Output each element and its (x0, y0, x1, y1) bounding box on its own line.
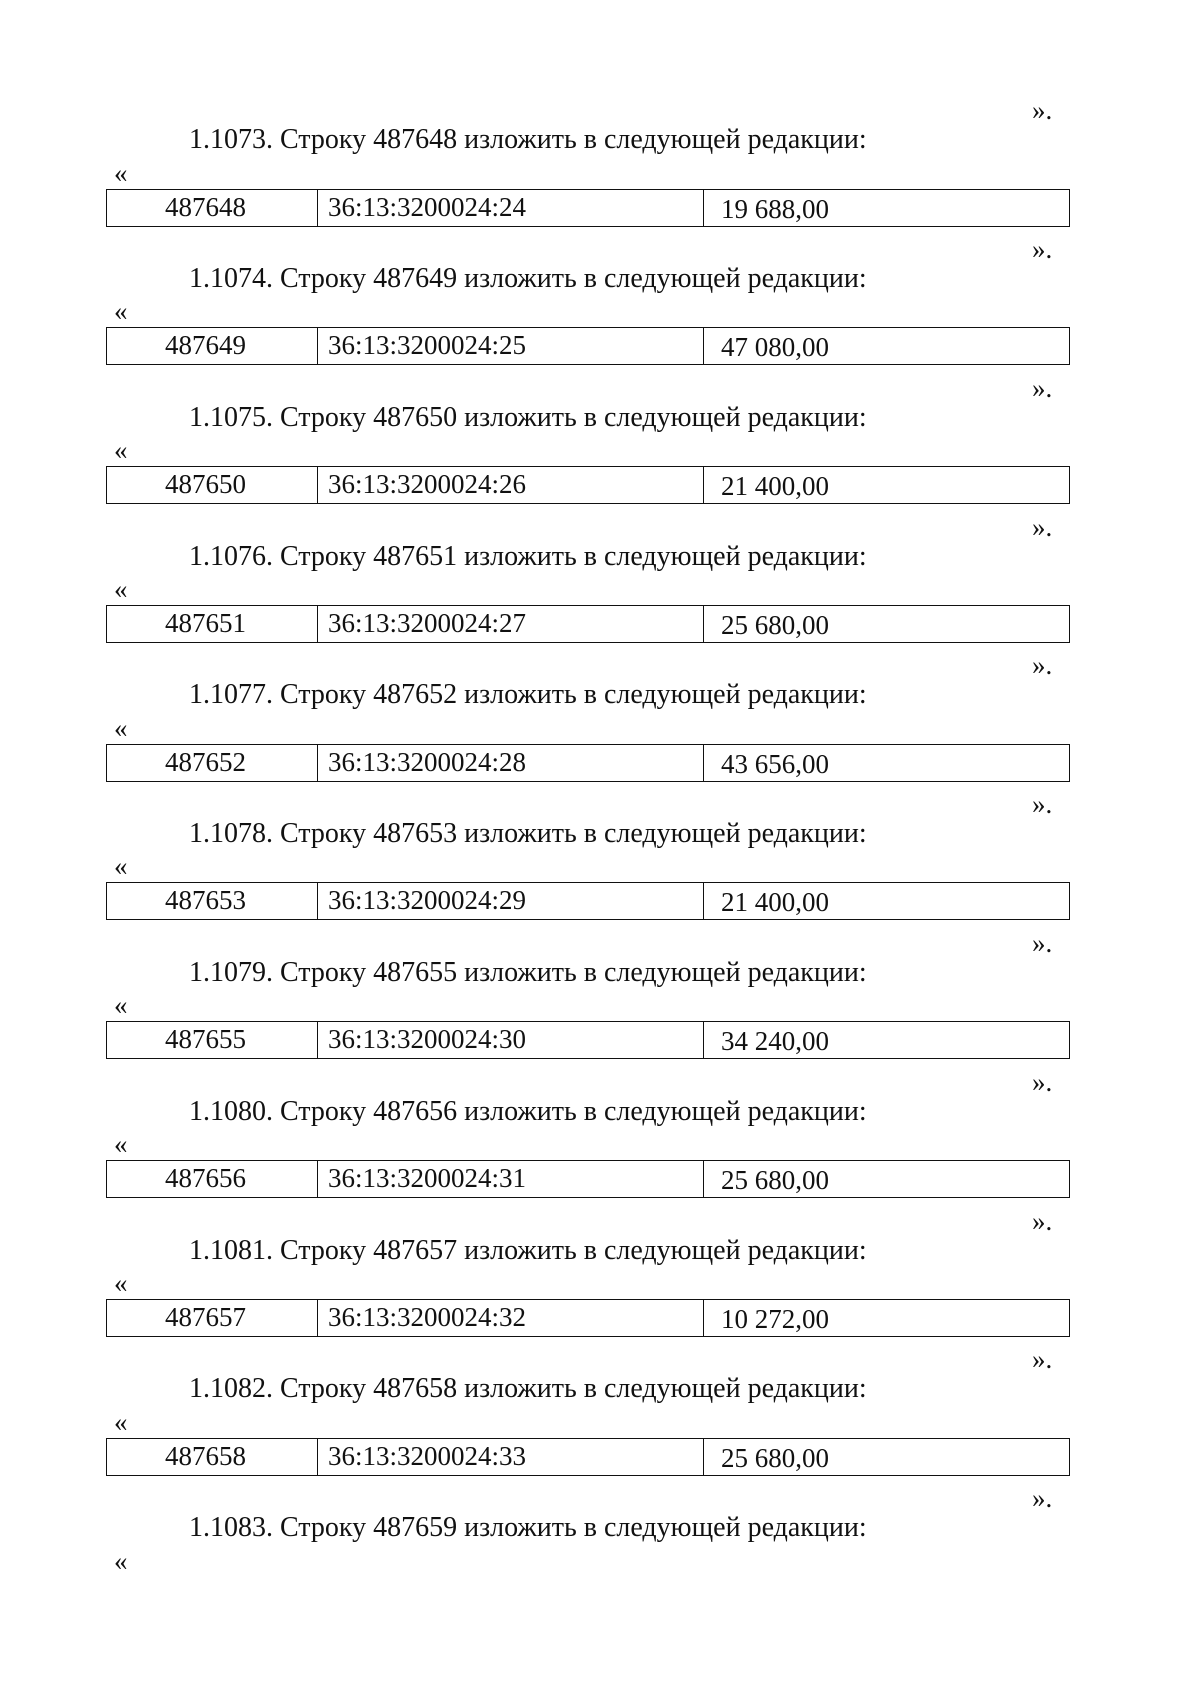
row-number-cell: 487657 (107, 1300, 318, 1336)
cadastral-number-cell: 36:13:3200024:26 (318, 467, 704, 503)
cadastral-number-cell: 36:13:3200024:33 (318, 1439, 704, 1475)
registry-row-table (106, 1299, 1070, 1337)
value-cell: 21 400,00 (721, 887, 829, 917)
amendment-heading: 1.1082. Строку 487658 изложить в следующей редакции: (189, 1373, 867, 1404)
opening-quote: « (114, 574, 128, 604)
row-number-cell: 487648 (107, 190, 318, 226)
opening-quote: « (114, 1407, 128, 1437)
opening-quote: « (114, 296, 128, 326)
closing-quote: ». (1032, 1206, 1053, 1236)
opening-quote: « (114, 1268, 128, 1298)
registry-row-table (106, 744, 1070, 782)
amendment-heading: 1.1076. Строку 487651 изложить в следующей редакции: (189, 541, 867, 572)
value-cell: 43 656,00 (721, 749, 829, 779)
closing-quote: ». (1032, 1344, 1053, 1374)
row-number-cell: 487658 (107, 1439, 318, 1475)
cadastral-number-cell: 36:13:3200024:31 (318, 1161, 704, 1197)
amendment-heading: 1.1074. Строку 487649 изложить в следующей редакции: (189, 263, 867, 294)
registry-row-table (106, 1021, 1070, 1059)
opening-quote: « (114, 1546, 128, 1576)
registry-row-table (106, 605, 1070, 643)
opening-quote: « (114, 990, 128, 1020)
registry-row-table (106, 327, 1070, 365)
registry-row-table (106, 882, 1070, 920)
closing-quote: ». (1032, 373, 1053, 403)
cadastral-number-cell: 36:13:3200024:27 (318, 606, 704, 642)
closing-quote: ». (1032, 1067, 1053, 1097)
cadastral-number-cell: 36:13:3200024:30 (318, 1022, 704, 1058)
row-number-cell: 487649 (107, 328, 318, 364)
amendment-heading: 1.1078. Строку 487653 изложить в следующей редакции: (189, 818, 867, 849)
cadastral-number-cell: 36:13:3200024:25 (318, 328, 704, 364)
closing-quote: ». (1032, 650, 1053, 680)
value-cell: 25 680,00 (721, 1443, 829, 1473)
row-number-cell: 487653 (107, 883, 318, 919)
cadastral-number-cell: 36:13:3200024:28 (318, 745, 704, 781)
amendment-heading: 1.1077. Строку 487652 изложить в следующей редакции: (189, 679, 867, 710)
closing-quote: ». (1032, 95, 1053, 125)
registry-row-table (106, 466, 1070, 504)
row-number-cell: 487650 (107, 467, 318, 503)
opening-quote: « (114, 158, 128, 188)
amendment-heading: 1.1081. Строку 487657 изложить в следующей редакции: (189, 1235, 867, 1266)
amendment-heading: 1.1080. Строку 487656 изложить в следующей редакции: (189, 1096, 867, 1127)
closing-quote: ». (1032, 234, 1053, 264)
registry-row-table (106, 1160, 1070, 1198)
cadastral-number-cell: 36:13:3200024:32 (318, 1300, 704, 1336)
closing-quote: ». (1032, 1483, 1053, 1513)
opening-quote: « (114, 1129, 128, 1159)
row-number-cell: 487651 (107, 606, 318, 642)
opening-quote: « (114, 435, 128, 465)
amendment-heading: 1.1073. Строку 487648 изложить в следующей редакции: (189, 124, 867, 155)
amendment-heading: 1.1075. Строку 487650 изложить в следующей редакции: (189, 402, 867, 433)
amendment-heading: 1.1083. Строку 487659 изложить в следующей редакции: (189, 1512, 867, 1543)
value-cell: 25 680,00 (721, 610, 829, 640)
registry-row-table (106, 1438, 1070, 1476)
value-cell: 47 080,00 (721, 332, 829, 362)
closing-quote: ». (1032, 789, 1053, 819)
row-number-cell: 487652 (107, 745, 318, 781)
opening-quote: « (114, 713, 128, 743)
row-number-cell: 487655 (107, 1022, 318, 1058)
cadastral-number-cell: 36:13:3200024:29 (318, 883, 704, 919)
closing-quote: ». (1032, 512, 1053, 542)
amendment-heading: 1.1079. Строку 487655 изложить в следующей редакции: (189, 957, 867, 988)
value-cell: 19 688,00 (721, 194, 829, 224)
value-cell: 25 680,00 (721, 1165, 829, 1195)
value-cell: 34 240,00 (721, 1026, 829, 1056)
value-cell: 10 272,00 (721, 1304, 829, 1334)
row-number-cell: 487656 (107, 1161, 318, 1197)
opening-quote: « (114, 851, 128, 881)
cadastral-number-cell: 36:13:3200024:24 (318, 190, 704, 226)
value-cell: 21 400,00 (721, 471, 829, 501)
closing-quote: ». (1032, 928, 1053, 958)
registry-row-table (106, 189, 1070, 227)
